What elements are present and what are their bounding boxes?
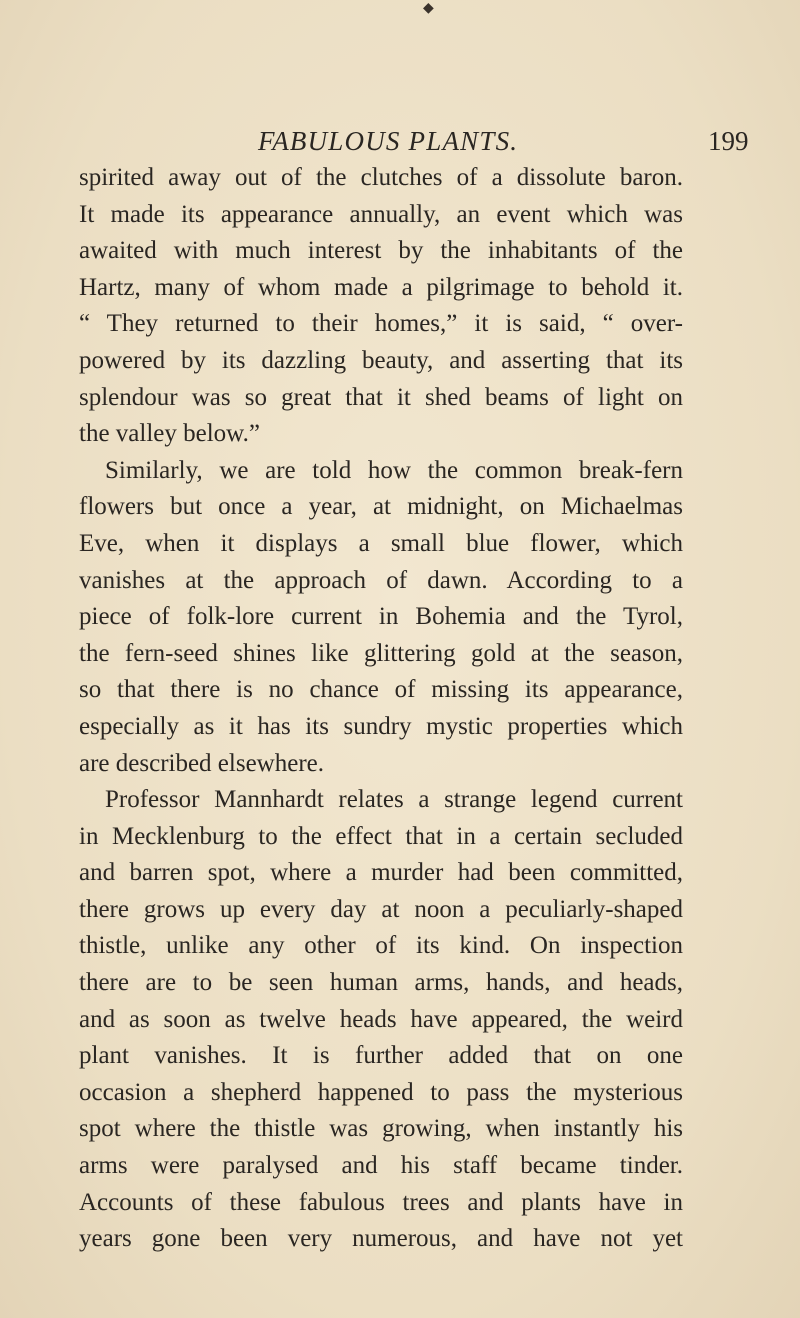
text-line: Similarly, we are told how the common break-fern bbox=[105, 456, 683, 484]
running-title: FABULOUS PLANTS. bbox=[258, 126, 519, 156]
text-line: and as soon as twelve heads have appeared, the weird bbox=[79, 1005, 683, 1033]
page-number: 199 bbox=[708, 126, 749, 156]
body-text bbox=[79, 160, 683, 1258]
text-line: awaited with much interest by the inhabitants of the bbox=[79, 237, 683, 265]
top-margin-mark: ◆ bbox=[423, 1, 434, 16]
text-line: spot where the thistle was growing, when instantly his bbox=[79, 1115, 683, 1143]
text-line: piece of folk-lore current in Bohemia and the Tyrol, bbox=[79, 603, 683, 631]
text-line: the valley below.” bbox=[79, 420, 260, 448]
text-line: there grows up every day at noon a peculiarly-shaped bbox=[79, 895, 683, 923]
text-line: spirited away out of the clutches of a dissolute baron. bbox=[79, 164, 683, 191]
text-line: thistle, unlike any other of its kind. On inspection bbox=[79, 932, 683, 960]
text-line: there are to be seen human arms, hands, and heads, bbox=[79, 969, 683, 997]
text-line: vanishes at the approach of dawn. According to a bbox=[79, 566, 683, 594]
text-line: so that there is no chance of missing its appearance, bbox=[79, 676, 683, 704]
text-line: powered by its dazzling beauty, and asserting that its bbox=[79, 346, 683, 374]
text-line: years gone been very numerous, and have not yet bbox=[79, 1225, 683, 1253]
text-line: Professor Mannhardt relates a strange legend current bbox=[105, 786, 683, 814]
text-line: in Mecklenburg to the effect that in a certain secluded bbox=[79, 822, 683, 850]
text-line: Accounts of these fabulous trees and plants have in bbox=[79, 1188, 683, 1216]
text-line: “ They returned to their homes,” it is said, “ over- bbox=[79, 310, 683, 338]
text-line: especially as it has its sundry mystic properties which bbox=[79, 712, 683, 740]
text-line: are described elsewhere. bbox=[79, 749, 324, 777]
text-line: and barren spot, where a murder had been committed, bbox=[79, 859, 683, 887]
text-line: plant vanishes. It is further added that on one bbox=[79, 1042, 683, 1070]
text-line: Eve, when it displays a small blue flower, which bbox=[79, 529, 683, 557]
text-line: Hartz, many of whom made a pilgrimage to behold it. bbox=[79, 273, 683, 301]
text-line: occasion a shepherd happened to pass the mysterious bbox=[79, 1078, 683, 1106]
text-line: the fern-seed shines like glittering gold at the season, bbox=[79, 639, 683, 667]
text-line: splendour was so great that it shed beams of light on bbox=[79, 383, 683, 411]
text-line: flowers but once a year, at midnight, on Michaelmas bbox=[79, 493, 683, 521]
text-line: It made its appearance annually, an event which was bbox=[79, 200, 683, 228]
text-line: arms were paralysed and his staff became tinder. bbox=[79, 1152, 683, 1180]
